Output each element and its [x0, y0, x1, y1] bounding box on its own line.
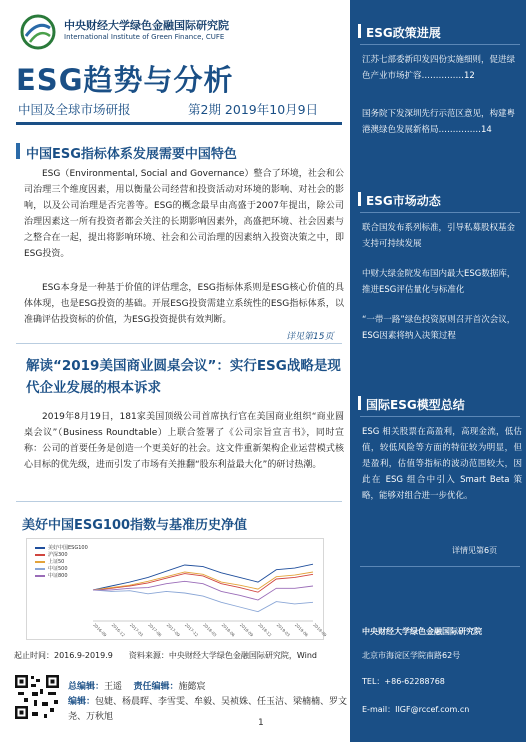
sidebar-market-item-2[interactable]: 中财大绿金院发布国内最大ESG数据库，推进ESG评估量化与标准化: [362, 269, 516, 295]
x-tick-label: 2016-12: [110, 622, 126, 638]
legend-swatch: [35, 561, 45, 563]
nav-chart: [26, 538, 328, 640]
x-tick-label: 2019-09: [312, 622, 328, 638]
x-tick-label: 2018-12: [257, 622, 273, 638]
article1-heading: 中国ESG指标体系发展需要中国特色: [26, 147, 237, 162]
sidebar-policy-title: ESG政策进展: [366, 26, 441, 40]
issue-date: 第2期 2019年10月9日: [188, 102, 319, 117]
x-tick-label: 2018-09: [238, 622, 255, 638]
legend-label: 中证800: [48, 573, 68, 579]
org-logo: [20, 14, 320, 50]
chart-legend: [35, 545, 87, 580]
article1-paragraph-2: ESG本身是一种基于价值的评估理念，ESG指标体系则是ESG核心价值的具体体现，也是ESG投资的基础。开展ESG投资需建立系统性的ESG指标体系，以准确评估投资标的价值，为ESG投资提供有效判断。: [24, 283, 344, 325]
x-tick-label: 2019-03: [275, 622, 291, 638]
x-tick-label: 2017-12: [183, 622, 200, 638]
page-number: 1: [258, 718, 264, 728]
sidebar-policy-item-2[interactable]: 国务院下发深圳先行示范区意见，构建粤港澳绿色发展新格局……………14: [362, 109, 516, 135]
sidebar-model-see-more-link[interactable]: 详情见第6页: [452, 546, 498, 555]
x-tick-label: 2018-03: [202, 622, 218, 638]
sidebar-section-marker: [358, 24, 361, 38]
legend-entry: [35, 573, 87, 580]
chief-editor: 王遥: [104, 682, 123, 692]
legend-swatch: [35, 568, 45, 570]
legend-entry: [35, 545, 87, 552]
sidebar-divider: [360, 44, 520, 45]
x-tick-label: 2017-03: [128, 622, 145, 638]
header-rule: [16, 122, 342, 125]
sidebar-market-item-3[interactable]: “一带一路”绿色投资原则召开首次会议，ESG因素将纳入决策过程: [362, 315, 516, 341]
series-line-3: [93, 590, 313, 612]
x-tick-label: 2016-09: [92, 622, 108, 638]
legend-label: 沪深300: [48, 552, 68, 558]
contact-phone: TEL：+86-62288768: [362, 677, 445, 686]
legend-swatch: [35, 575, 45, 577]
sidebar-market-title: ESG市场动态: [366, 194, 441, 208]
article2-heading: 解读“2019美国商业圆桌会议”：实行ESG战略是现代企业发展的根本诉求: [26, 358, 341, 396]
sidebar-market-item-1[interactable]: 联合国发布系列标准，引导私募股权基金支持可持续发展: [362, 223, 516, 249]
page-title: ESG趋势与分析: [16, 63, 234, 97]
x-tick-label: 2017-06: [147, 622, 163, 638]
sidebar-divider: [360, 212, 520, 213]
article2-paragraph-1: 2019年8月19日，181家美国顶级公司首席执行官在美国商业组织“商业圆桌会议”（Business Roundtable）上联合签署了《公司宗旨宣言书》，同时宣称：公司的首要任务是创造一个更美好的社会。这文件重新架构企业运营模式核心目标的优先级，进而引发了市场有关推翻“股东利益最大化”的研讨热潮。: [24, 412, 344, 470]
responsible-editor: 施懿宸: [178, 682, 206, 692]
article1-paragraph-1: ESG（Environmental, Social and Governance）整合了环境，社会和公司治理三个维度因素，用以衡量公司经营和投资活动对环境的影响、对社会的影响，以及公司治理是否完善等。ESG的概念最早由高盛于2007年提出，除公司治理因素这一所有投资者都会关注的长期影响因素外，高盛把环境、社会因素与之整合在一起，提出将影响环境、社会和公司治理的因素纳入投资决策之中，即ESG投资。: [24, 169, 344, 259]
contact-email[interactable]: E-mail：IIGF@rccef.com.cn: [362, 705, 470, 714]
article1-see-more-link[interactable]: 详见第15页: [286, 332, 334, 342]
divider: [16, 343, 342, 344]
legend-swatch: [35, 547, 45, 549]
sidebar-policy-item-1[interactable]: 江苏七部委新印发四份实施细则，促进绿色产业市场扩容……………12: [362, 55, 516, 81]
org-name-cn: 中央财经大学绿色金融国际研究院: [64, 19, 229, 32]
sidebar-model-title: 国际ESG模型总结: [366, 398, 465, 412]
qr-code-icon: [14, 674, 60, 720]
sidebar-section-marker: [358, 396, 361, 410]
sidebar-model-text: ESG 相关股票在高盈利，高现金流，低估值，较低风险等方面的特征较为明显，但是盈利，估值等指标的波动范围较大，因此在 ESG 组合中引入 Smart Beta 策略，能够对组合进一步优化。: [362, 427, 522, 501]
editors-label: 编辑：: [68, 697, 96, 707]
legend-entry: [35, 566, 87, 573]
chart-footnote: 起止时间：2016.9-2019.9 资料来源：中央财经大学绿色金融国际研究院，Wind: [14, 651, 317, 660]
legend-label: 中证500: [48, 566, 68, 572]
legend-label: 美好中国ESG100: [48, 545, 88, 551]
editorial-credits: [68, 680, 348, 725]
x-tick-label: 2017-09: [165, 622, 181, 638]
contact-address: 北京市海淀区学院南路62号: [362, 651, 461, 660]
x-tick-label: 2019-06: [293, 622, 310, 638]
x-tick-label: 2018-06: [220, 622, 236, 638]
editors-list: 包婕、杨晨晖、李雪雯、牟毅、吴祯姝、任玉洁、梁楠楠、罗文尧、万秋旭: [68, 697, 348, 722]
legend-entry: [35, 559, 87, 566]
org-name-en: International Institute of Green Finance, CUFE: [64, 33, 225, 41]
legend-entry: [35, 552, 87, 559]
section-marker: [16, 143, 20, 159]
responsible-editor-label: 责任编辑：: [133, 682, 179, 692]
divider: [16, 501, 342, 502]
chief-editor-label: 总编辑：: [68, 682, 105, 692]
contact-org: 中央财经大学绿色金融国际研究院: [362, 627, 482, 636]
legend-swatch: [35, 554, 45, 556]
series-line-2: [93, 572, 313, 590]
legend-label: 上证50: [48, 559, 65, 565]
sidebar-divider: [360, 566, 520, 567]
chart-heading: 美好中国ESG100指数与基准历史净值: [22, 518, 248, 533]
sidebar-divider: [360, 416, 520, 417]
leaf-globe-icon: [20, 14, 56, 50]
page-subtitle: 中国及全球市场研报: [18, 102, 131, 117]
sidebar-section-marker: [358, 192, 361, 206]
